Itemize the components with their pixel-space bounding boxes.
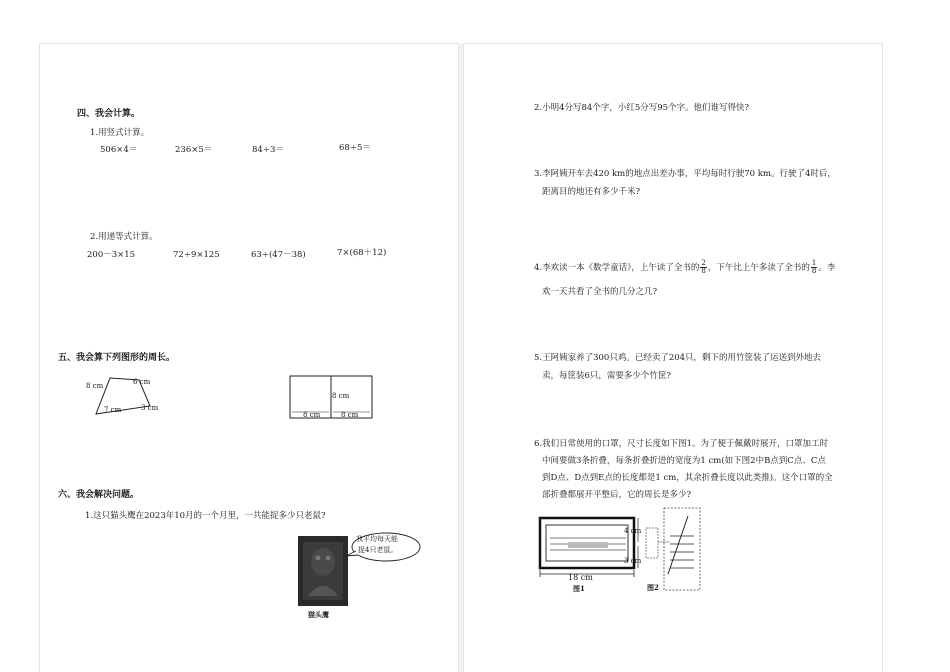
problem-4-text-b: ，下午比上午多读了全书的: [707, 263, 810, 273]
q2-item-3: 63÷(47－38): [251, 250, 306, 260]
fig2-caption: 图2: [647, 583, 659, 592]
fig1-height-bottom-label: 3 cm: [624, 557, 642, 565]
problem-2: 2.小明4分写84个字，小红5分写95个字。他们谁写得快?: [534, 103, 750, 113]
fig1-caption: 图1: [573, 584, 585, 593]
problem-6-line-2: 中间要做3条折叠，每条折叠折进的宽度为1 cm(如下图2中B点到C点、C点: [542, 456, 826, 466]
shape1-left-label: 8 cm: [86, 382, 104, 390]
problem-5-line-1: 5.王阿姨家养了300只鸡。已经卖了204只，剩下的用竹筐装了运送到外地去: [534, 353, 822, 363]
section6-title: 六、我会解决问题。: [58, 490, 140, 500]
bubble-line-2: 捉4只老鼠。: [358, 546, 398, 554]
fraction-2-numerator: 1: [811, 259, 817, 267]
shape1-bottom-label: 7 cm: [104, 406, 122, 414]
left-page: [40, 44, 458, 672]
shape1-top-label: 6 cm: [133, 378, 151, 386]
owl-photo: [298, 536, 348, 608]
fraction-one-eighth: [811, 260, 817, 275]
problem-4-line-1: [534, 260, 835, 275]
problem-1: 1.这只猫头鹰在2023年10月的一个月里，一共能捉多少只老鼠?: [85, 511, 326, 521]
section4-title: 四、我会计算。: [77, 109, 141, 119]
q1-item-3: 84÷3＝: [252, 145, 284, 155]
shape2-bottom-right-label: 8 cm: [341, 411, 359, 419]
shape2-height-label: 8 cm: [332, 392, 350, 400]
q1-item-4: 68÷5＝: [339, 143, 371, 153]
right-page: [464, 44, 882, 672]
fraction-2-denominator: 8: [811, 267, 817, 275]
bubble-line-1: 我平均每天能: [356, 535, 398, 543]
fig1-height-top-label: 4 cm: [624, 527, 642, 535]
shape1-right-label: 3 cm: [141, 404, 159, 412]
q1-item-2: 236×5＝: [175, 145, 213, 155]
fold-diagram-figure-2: [644, 506, 704, 592]
problem-4-text-a: 4.李欢读一本《数学童话》，上午读了全书的: [534, 263, 700, 273]
q1-title: 1.用竖式计算。: [90, 128, 150, 138]
problem-6-line-3: 到D点、D点到E点的长度都是1 cm，其余折叠长度以此类推)。这个口罩的全: [542, 473, 833, 483]
fraction-two-eighths: [700, 260, 706, 275]
q2-title: 2.用递等式计算。: [90, 232, 158, 242]
problem-3-line-2: 距离目的地还有多少千米?: [542, 187, 641, 197]
problem-3-line-1: 3.李阿姨开车去420 km的地点出差办事，平均每时行驶70 km。行驶了4时后，: [534, 169, 836, 179]
q2-item-1: 200－3×15: [87, 250, 136, 260]
problem-4-text-c: 。李: [818, 263, 836, 273]
q2-item-4: 7×(68＋12): [337, 248, 387, 258]
section5-title: 五、我会算下列图形的周长。: [58, 353, 176, 363]
owl-caption: 猫头鹰: [308, 610, 329, 619]
fig1-width-label: 18 cm: [568, 573, 593, 582]
fraction-1-numerator: 2: [701, 259, 706, 267]
problem-6-line-4: 部折叠都展开平整后，它的周长是多少?: [542, 490, 692, 500]
fraction-1-denominator: 8: [701, 267, 706, 275]
q2-item-2: 72÷9×125: [173, 250, 220, 260]
shape2-bottom-left-label: 8 cm: [303, 411, 321, 419]
q1-item-1: 506×4＝: [100, 145, 138, 155]
problem-4-line-2: 欢一天共看了全书的几分之几?: [542, 287, 658, 297]
problem-6-line-1: 6.我们日常使用的口罩，尺寸长度如下图1。为了便于佩戴时展开，口罩加工时: [534, 439, 829, 449]
problem-5-line-2: 卖，每筐装6只，需要多少个竹筐?: [542, 371, 671, 381]
